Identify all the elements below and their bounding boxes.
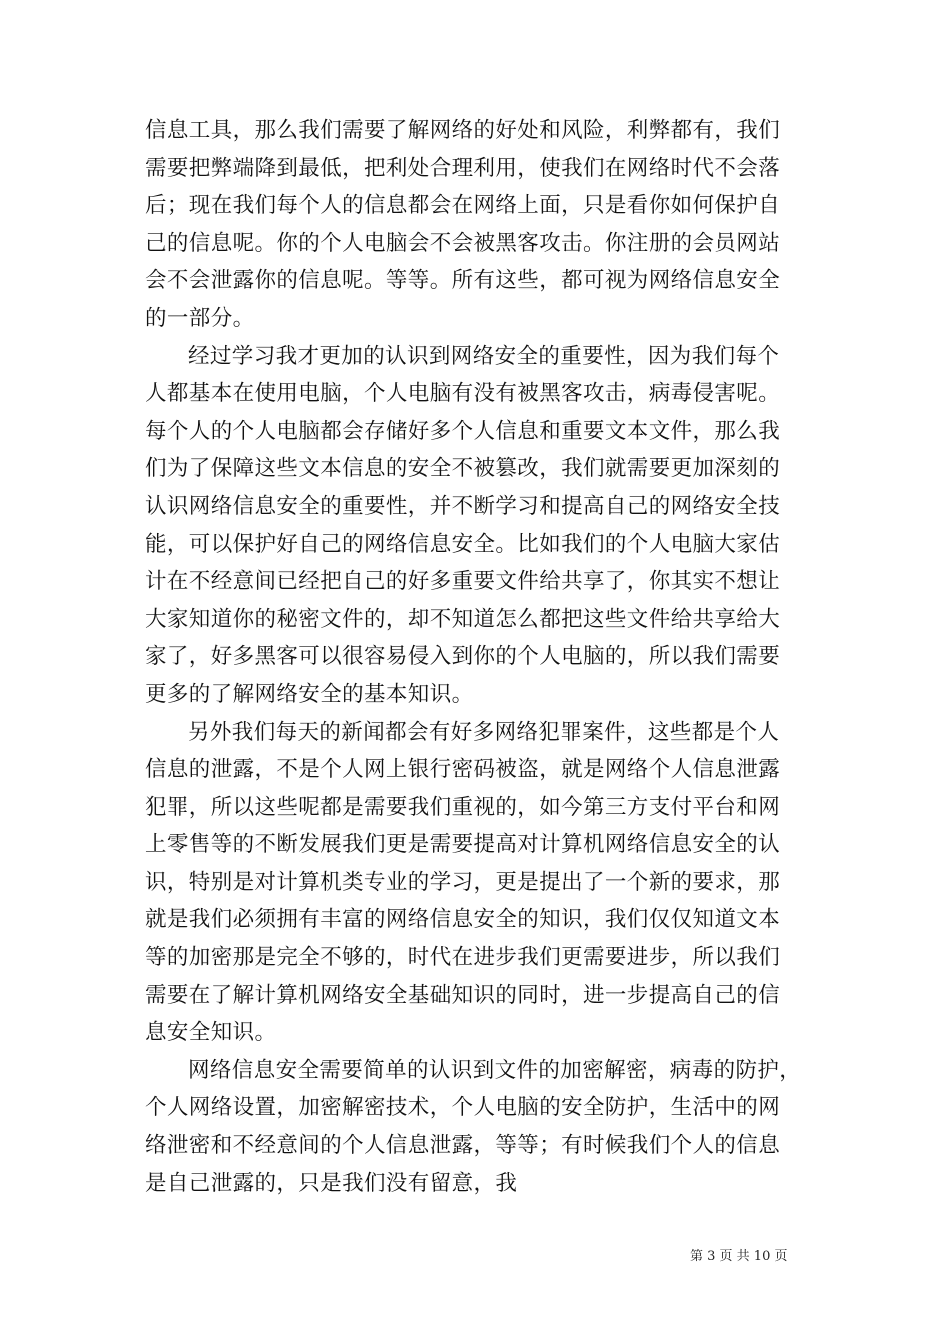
text-line: 信息工具，那么我们需要了解网络的好处和风险，利弊都有，我们	[145, 118, 781, 143]
text-line: 计在不经意间已经把自己的好多重要文件给共享了，你其实不想让	[145, 569, 781, 595]
text-line: 息安全知识。	[145, 1020, 277, 1046]
text-line: 等的加密那是完全不够的，时代在进步我们更需要进步，所以我们	[145, 945, 781, 971]
text-line: 犯罪，所以这些呢都是需要我们重视的，如今第三方支付平台和网	[145, 794, 781, 820]
text-line: 是自己泄露的，只是我们没有留意，我	[145, 1170, 518, 1196]
text-line: 人都基本在使用电脑，个人电脑有没有被黑客攻击，病毒侵害呢。	[145, 381, 781, 407]
text-line: 会不会泄露你的信息呢。等等。所有这些，都可视为网络信息安全	[145, 268, 781, 294]
text-line: 认识网络信息安全的重要性，并不断学习和提高自己的网络安全技	[145, 493, 781, 519]
text-line: 能，可以保护好自己的网络信息安全。比如我们的个人电脑大家估	[145, 531, 781, 557]
text-line: 络泄密和不经意间的个人信息泄露，等等；有时候我们个人的信息	[145, 1133, 781, 1159]
paragraph-first-line: 经过学习我才更加的认识到网络安全的重要性，因为我们每个	[188, 343, 780, 369]
text-line: 的一部分。	[145, 305, 255, 331]
text-line: 信息的泄露，不是个人网上银行密码被盗，就是网络个人信息泄露	[145, 757, 781, 783]
text-line: 更多的了解网络安全的基本知识。	[145, 681, 474, 707]
paragraph-first-line: 另外我们每天的新闻都会有好多网络犯罪案件，这些都是个人	[188, 719, 780, 745]
text-line: 需要把弊端降到最低，把利处合理利用，使我们在网络时代不会落	[145, 155, 781, 181]
text-line: 们为了保障这些文本信息的安全不被篡改，我们就需要更加深刻的	[145, 456, 781, 482]
text-line: 大家知道你的秘密文件的，却不知道怎么都把这些文件给共享给大	[145, 606, 781, 632]
text-line: 后；现在我们每个人的信息都会在网络上面，只是看你如何保护自	[145, 193, 781, 219]
text-line: 己的信息呢。你的个人电脑会不会被黑客攻击。你注册的会员网站	[145, 230, 781, 256]
text-line: 需要在了解计算机网络安全基础知识的同时，进一步提高自己的信	[145, 982, 781, 1008]
text-line: 每个人的个人电脑都会存储好多个人信息和重要文本文件，那么我	[145, 418, 781, 444]
text-line: 识，特别是对计算机类专业的学习，更是提出了一个新的要求，那	[145, 869, 781, 895]
text-line: 就是我们必须拥有丰富的网络信息安全的知识，我们仅仅知道文本	[145, 907, 781, 933]
paragraph-first-line: 网络信息安全需要简单的认识到文件的加密解密，病毒的防护，	[188, 1057, 802, 1083]
text-line: 个人网络设置，加密解密技术，个人电脑的安全防护，生活中的网	[145, 1095, 781, 1121]
document-body	[145, 112, 815, 1202]
text-line: 上零售等的不断发展我们更是需要提高对计算机网络信息安全的认	[145, 832, 781, 858]
text-line: 家了，好多黑客可以很容易侵入到你的个人电脑的，所以我们需要	[145, 644, 781, 670]
page-number-footer: 第 3 页 共 10 页	[690, 1249, 788, 1264]
